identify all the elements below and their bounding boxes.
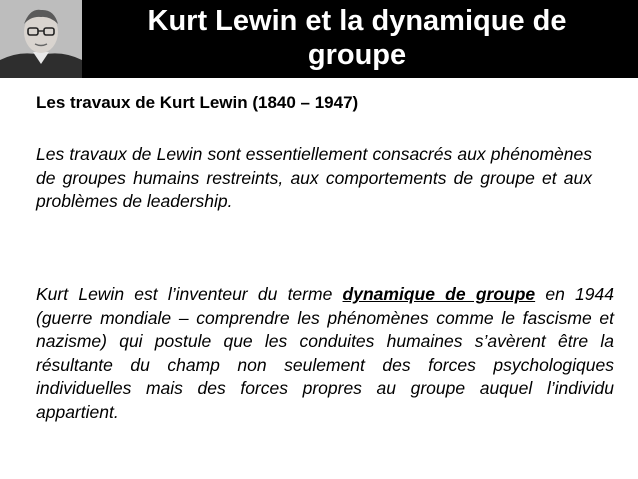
header-bar: [0, 0, 638, 78]
page-title: [92, 4, 622, 72]
paragraph-dynamique-rest: en 1944 (guerre mondiale – comprendre les phénomènes comme le fascisme et nazisme) qui postule que les conduites humaines s’avèrent être la résultante du champ non seulement des forces psychologiques individuelles mais des forces propres au groupe auquel l’individu appartient.: [36, 284, 614, 422]
paragraph-dynamique-intro: Kurt Lewin est l’inventeur du terme: [36, 284, 343, 304]
term-dynamique-de-groupe: dynamique de groupe: [342, 284, 536, 304]
portrait-photo-icon: [0, 0, 82, 78]
title-line-2: groupe: [307, 39, 407, 71]
section-subtitle: Les travaux de Kurt Lewin (1840 – 1947): [36, 93, 359, 112]
paragraph-dynamique: [36, 283, 614, 424]
title-line-1: Kurt Lewin et la dynamique de: [147, 5, 567, 37]
paragraph-travaux: Les travaux de Lewin sont essentiellement consacrés aux phénomènes de groupes humains restreints, aux comportements de groupe et aux problèmes de leadership.: [36, 144, 592, 211]
